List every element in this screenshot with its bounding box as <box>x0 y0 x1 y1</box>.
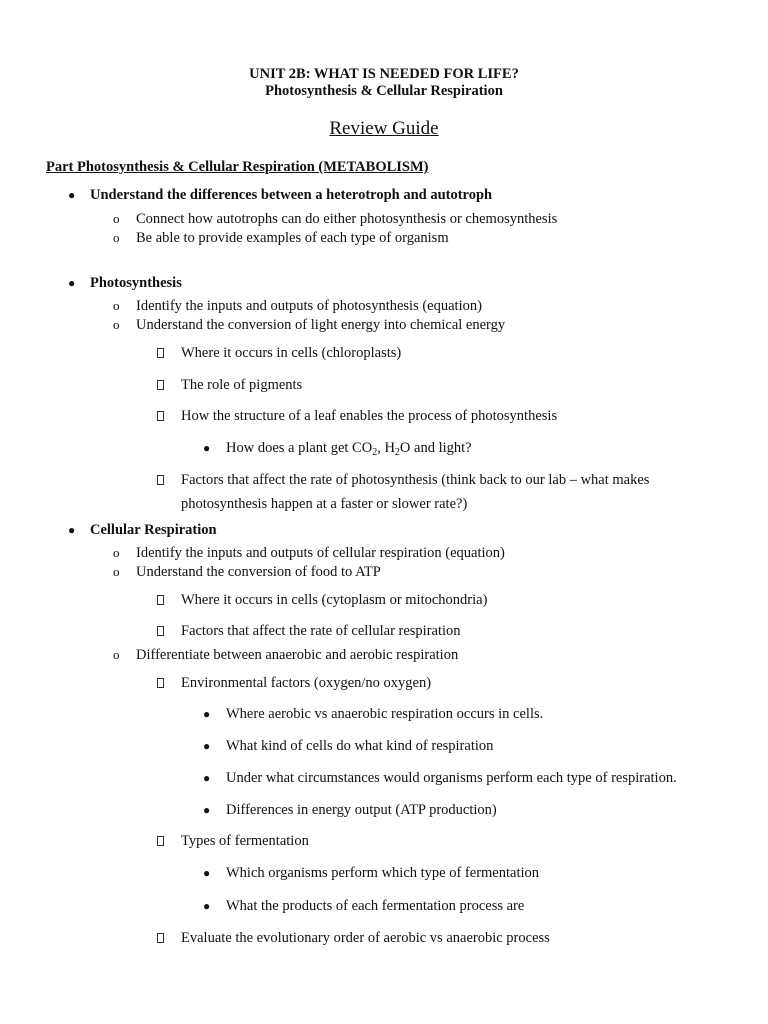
square-bullet-icon <box>157 626 164 636</box>
list-item-text: Identify the inputs and outputs of photosynthesis (equation) <box>136 298 482 314</box>
circle-bullet-icon: o <box>113 545 120 560</box>
list-item-text: How the structure of a leaf enables the process of photosynthesis <box>181 408 558 424</box>
list-item-text: Differentiate between anaerobic and aerobic respiration <box>136 647 459 663</box>
square-bullet-icon <box>157 595 164 605</box>
list-item-text: Differences in energy output (ATP production) <box>226 802 497 818</box>
square-bullet-icon <box>157 475 164 485</box>
circle-bullet-icon: o <box>113 564 120 579</box>
bullet-icon: ● <box>203 771 211 785</box>
list-item-text: What kind of cells do what kind of respiration <box>226 738 494 754</box>
list-item-text: How does a plant get $CO_2$, $H_2O$ and light? <box>226 440 472 458</box>
square-bullet-icon <box>157 380 164 390</box>
circle-bullet-icon: o <box>113 211 120 226</box>
bullet-icon: ● <box>203 899 211 913</box>
square-bullet-icon <box>157 933 164 943</box>
list-item-text: Photosynthesis <box>90 275 182 291</box>
list-item-text: Understand the conversion of food to ATP <box>136 564 381 580</box>
circle-bullet-icon: o <box>113 647 120 662</box>
bullet-icon: ● <box>68 276 76 290</box>
bullet-icon: ● <box>203 707 211 721</box>
list-item-text: Be able to provide examples of each type of organism <box>136 230 449 246</box>
square-bullet-icon <box>157 411 164 421</box>
list-item-text: What the products of each fermentation process are <box>226 898 525 914</box>
list-item-text: Under what circumstances would organisms perform each type of respiration. <box>226 770 677 786</box>
list-item-text: photosynthesis happen at a faster or slower rate?) <box>181 496 468 512</box>
list-item-text: Cellular Respiration <box>90 522 217 538</box>
unit-title: UNIT 2B: WHAT IS NEEDED FOR LIFE? <box>249 66 519 82</box>
list-item-text: Evaluate the evolutionary order of aerobic vs anaerobic process <box>181 930 550 946</box>
list-item-text: Understand the conversion of light energy into chemical energy <box>136 317 506 333</box>
square-bullet-icon <box>157 348 164 358</box>
list-item-text: Where it occurs in cells (cytoplasm or mitochondria) <box>181 592 488 608</box>
bullet-icon: ● <box>203 866 211 880</box>
list-item-text: Factors that affect the rate of photosynthesis (think back to our lab – what makes <box>181 472 650 488</box>
list-item-text: Where aerobic vs anaerobic respiration occurs in cells. <box>226 706 544 722</box>
list-item-text: Identify the inputs and outputs of cellular respiration (equation) <box>136 545 505 561</box>
bullet-icon: ● <box>68 523 76 537</box>
list-item-text: Connect how autotrophs can do either photosynthesis or chemosynthesis <box>136 211 558 227</box>
list-item-text: Environmental factors (oxygen/no oxygen) <box>181 675 432 691</box>
bullet-icon: ● <box>203 803 211 817</box>
bullet-icon: ● <box>203 739 211 753</box>
list-item-text: Where it occurs in cells (chloroplasts) <box>181 345 402 361</box>
list-item-text: Types of fermentation <box>181 833 309 849</box>
section-heading: Part Photosynthesis & Cellular Respiration (METABOLISM) <box>46 159 429 175</box>
list-item-text: The role of pigments <box>181 377 303 393</box>
list-item-text: Factors that affect the rate of cellular respiration <box>181 623 461 639</box>
circle-bullet-icon: o <box>113 317 120 332</box>
list-item-text: Understand the differences between a heterotroph and autotroph <box>90 187 493 203</box>
square-bullet-icon <box>157 836 164 846</box>
circle-bullet-icon: o <box>113 230 120 245</box>
square-bullet-icon <box>157 678 164 688</box>
document-subtitle: Photosynthesis & Cellular Respiration <box>265 83 503 99</box>
bullet-icon: ● <box>203 441 211 455</box>
review-guide-title: Review Guide <box>329 118 439 139</box>
list-item-text: Which organisms perform which type of fermentation <box>226 865 540 881</box>
circle-bullet-icon: o <box>113 298 120 313</box>
bullet-icon: ● <box>68 188 76 202</box>
